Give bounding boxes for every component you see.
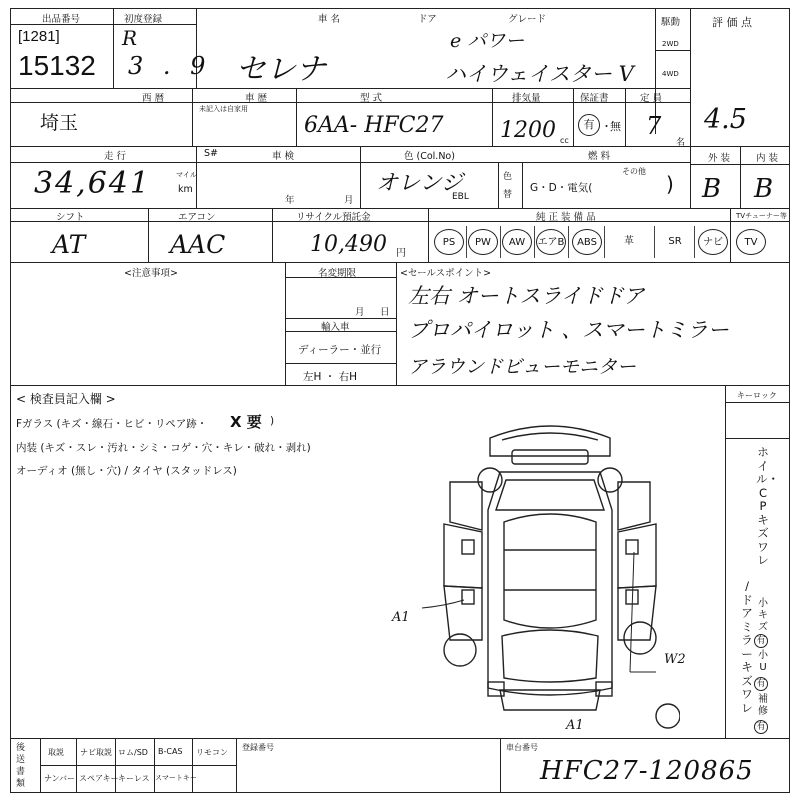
displacement-label: 排気量 xyxy=(512,93,541,104)
equipment-leather: 革 xyxy=(624,236,634,247)
vertical-repair: 補修 xyxy=(758,694,768,717)
fuel-close: ) xyxy=(666,172,674,196)
equipment-aw: AW xyxy=(502,229,532,255)
ac-label: エアコン xyxy=(178,212,216,223)
equipment-navi: ナビ xyxy=(698,229,728,255)
mileage-value: 34,641 xyxy=(34,166,151,201)
key-lock-label: キーロック xyxy=(737,391,777,400)
divider xyxy=(10,146,790,147)
divider xyxy=(534,226,535,258)
vertical-have-3: 有 xyxy=(754,720,768,734)
equipment-abs: ABS xyxy=(572,229,602,255)
recycle-value: 10,490 xyxy=(310,232,387,257)
doc-spare-key: スペアキー xyxy=(79,774,119,783)
displacement: 1200 xyxy=(500,118,556,143)
doc-manual: 取説 xyxy=(48,748,64,757)
mileage-label: 走 行 xyxy=(104,151,127,162)
warranty-sep: ・ xyxy=(601,120,612,133)
sales-point-2: プロパイロット 、スマートミラー xyxy=(408,318,729,342)
color-change-label: 色替 xyxy=(503,172,513,200)
recycle-label: リサイクル預託金 xyxy=(296,212,371,223)
imported-label: 車 歴 xyxy=(245,93,268,104)
right-side-panels xyxy=(618,482,656,640)
drive-2wd: 2WD xyxy=(662,40,679,48)
divider xyxy=(113,8,114,88)
fuel-other-label: その他 xyxy=(622,167,646,176)
title-deadline-label: 名変期限 xyxy=(318,268,357,279)
glass-line: Fガラス (キズ・線石・ヒビ・リペア跡・ xyxy=(16,418,208,430)
divider xyxy=(296,88,297,146)
divider xyxy=(76,738,77,793)
divider xyxy=(272,208,273,262)
import-label: 輸入車 xyxy=(321,322,350,333)
car-name-label: 車 名 xyxy=(318,14,341,25)
grade-line2: ハイウェイスター V xyxy=(445,62,634,86)
warranty-yes: 有 xyxy=(578,114,600,136)
divider xyxy=(285,363,396,364)
divider xyxy=(568,226,569,258)
car-diagram xyxy=(420,410,680,730)
caution-label: <注意事項> xyxy=(124,268,178,279)
lot-number: 15132 xyxy=(18,50,96,81)
divider xyxy=(694,226,695,258)
color-code: EBL xyxy=(452,192,469,202)
divider xyxy=(573,88,574,146)
inspection-year: 年 xyxy=(285,195,295,206)
divider xyxy=(285,262,286,385)
equipment-airbag: エアB xyxy=(536,229,566,255)
inspection-label: 車 検 xyxy=(272,151,295,162)
divider xyxy=(360,146,361,208)
first-reg-label: 初度登録 xyxy=(124,14,163,25)
interior-label: 内 装 xyxy=(756,153,779,164)
inspection-title: < 検査員記入欄 > xyxy=(16,392,116,406)
divider xyxy=(10,262,790,263)
divider xyxy=(690,146,691,208)
divider xyxy=(654,226,655,258)
divider xyxy=(740,146,741,208)
divider xyxy=(690,8,691,146)
audio-line: オーディオ (無し・穴) / タイヤ (スタッドレス) xyxy=(16,465,237,477)
dealer-text: ディーラー・並行 xyxy=(298,344,382,356)
sjm-label: S# xyxy=(204,148,218,159)
drive-label: 駆動 xyxy=(661,17,681,28)
reg-number-label: 登録番号 xyxy=(242,743,274,752)
seats-value: 7 xyxy=(646,112,662,140)
left-side-panels xyxy=(444,482,482,640)
divider xyxy=(690,164,790,165)
divider xyxy=(730,208,731,262)
sales-point-3: アラウンドビューモニター xyxy=(408,356,637,378)
region: 埼玉 xyxy=(40,113,79,134)
divider xyxy=(10,88,690,89)
chassis-label: 車台番号 xyxy=(506,743,538,752)
divider xyxy=(522,162,523,208)
doc-rom-sd: ロム/SD xyxy=(118,748,148,757)
seats-unit: 名 xyxy=(676,138,686,148)
tuner-label: TVチューナー等 xyxy=(736,212,787,220)
vertical-small-u: 小U xyxy=(758,650,768,673)
divider xyxy=(40,765,236,766)
divider xyxy=(10,102,192,103)
divider xyxy=(500,738,501,793)
divider xyxy=(10,162,690,163)
warranty-no: 無 xyxy=(610,120,621,133)
front-bumper-outline xyxy=(490,426,610,464)
divider xyxy=(466,226,467,258)
divider xyxy=(604,226,605,258)
lot-label: 出品番号 xyxy=(42,14,81,25)
vertical-have-1: 有 xyxy=(754,634,768,648)
divider xyxy=(115,738,116,793)
divider xyxy=(154,738,155,793)
color-value: オレンジ xyxy=(376,171,463,196)
divider xyxy=(148,208,149,262)
divider xyxy=(492,88,493,146)
divider xyxy=(498,162,499,208)
equipment-tv: TV xyxy=(736,229,766,255)
vertical-note-1: ホイル・CPキズ ワレ xyxy=(756,445,779,567)
divider xyxy=(725,402,790,403)
exterior-label: 外 装 xyxy=(708,153,731,164)
chassis-number: HFC27-120865 xyxy=(540,756,754,786)
damage-mark-rear: A1 xyxy=(566,718,584,733)
drive-4wd: 4WD xyxy=(662,70,679,78)
vertical-have-2: 有 xyxy=(754,677,768,691)
displacement-unit: cc xyxy=(560,136,569,145)
divider xyxy=(428,221,790,222)
title-deadline-month: 月 xyxy=(355,307,365,318)
divider xyxy=(10,385,790,386)
doc-navi-manual: ナビ取説 xyxy=(80,748,112,757)
recycle-unit: 円 xyxy=(396,248,406,259)
warranty-label: 保証書 xyxy=(580,93,609,104)
mileage-unit-mile: マイル xyxy=(176,171,197,179)
car-name: セレナ xyxy=(236,52,326,87)
damage-leader-lines xyxy=(422,552,656,672)
mileage-unit-km: km xyxy=(178,184,193,195)
doc-remote: リモコン xyxy=(196,748,228,757)
docs-label: 後送書類 xyxy=(16,743,26,789)
equipment-pw: PW xyxy=(468,229,498,255)
interior-grade: B xyxy=(754,174,774,204)
equipment-ps: PS xyxy=(434,229,464,255)
shift-label: シフト xyxy=(56,212,85,223)
divider xyxy=(396,262,397,385)
color-label: 色 (Col.No) xyxy=(404,151,455,162)
grade-label: グレード xyxy=(508,14,547,25)
score-label: 評 価 点 xyxy=(712,16,752,29)
first-reg-date: 3 . 9 xyxy=(128,52,212,80)
divider xyxy=(500,226,501,258)
equipment-label: 純 正 装 備 品 xyxy=(536,212,596,223)
ac-value: AAC xyxy=(170,230,226,259)
equipment-sunroof: SR xyxy=(668,236,682,247)
imported-note: 未記入は自家用 xyxy=(199,105,248,113)
door-label: ドア xyxy=(418,14,437,25)
doc-number-plate: ナンバー xyxy=(44,774,76,783)
seats-label: 定 員 xyxy=(640,93,663,104)
rear-bumper-outline xyxy=(488,682,612,710)
spare-wheel xyxy=(656,704,680,728)
divider xyxy=(625,88,626,146)
doc-keyless: キーレス xyxy=(118,774,150,783)
doc-smart-key: スマートキー xyxy=(155,774,197,782)
sales-point-1: 左右 オートスライドドア xyxy=(408,284,645,308)
western-label: 西 暦 xyxy=(142,93,165,104)
doc-bcas: B-CAS xyxy=(158,747,183,756)
score-value: 4.5 xyxy=(704,104,747,135)
divider xyxy=(10,208,790,209)
fuel-options: G・D・電気( xyxy=(530,182,593,194)
vertical-note-2: /ドアミラーキズ ワレ xyxy=(741,579,753,715)
body-outline xyxy=(488,472,612,695)
grade-line1: e パワー xyxy=(450,30,525,52)
divider xyxy=(10,738,790,739)
sales-label: <セールスポイント> xyxy=(400,268,492,279)
damage-mark-right: W2 xyxy=(664,652,686,667)
handle-text: 左H ・ 右H xyxy=(303,371,357,383)
rear-wheel-left xyxy=(444,634,476,666)
vertical-small-scratch: 小キズ xyxy=(758,598,768,633)
inspection-month: 月 xyxy=(344,195,354,206)
divider xyxy=(725,438,790,439)
first-reg-era: R xyxy=(122,26,138,50)
divider xyxy=(192,88,193,146)
model-code: 6AA- HFC27 xyxy=(304,113,444,138)
fuel-label: 燃 料 xyxy=(588,151,611,162)
glass-x: X 要 xyxy=(230,413,262,431)
divider xyxy=(192,738,193,793)
model-label: 型 式 xyxy=(360,93,383,104)
divider xyxy=(236,738,237,793)
lot-bracket: [1281] xyxy=(18,28,60,45)
damage-mark-left: A1 xyxy=(392,610,410,625)
shift-value: AT xyxy=(52,230,86,259)
exterior-grade: B xyxy=(702,174,722,204)
glass-close: ) xyxy=(270,415,275,427)
divider xyxy=(655,50,690,51)
rear-wheel-right xyxy=(624,622,656,654)
title-deadline-day: 日 xyxy=(380,307,390,318)
divider xyxy=(10,24,196,25)
interior-line: 内装 (キズ・スレ・汚れ・シミ・コゲ・穴・キレ・破れ・剥れ) xyxy=(16,442,311,454)
divider xyxy=(428,208,429,262)
